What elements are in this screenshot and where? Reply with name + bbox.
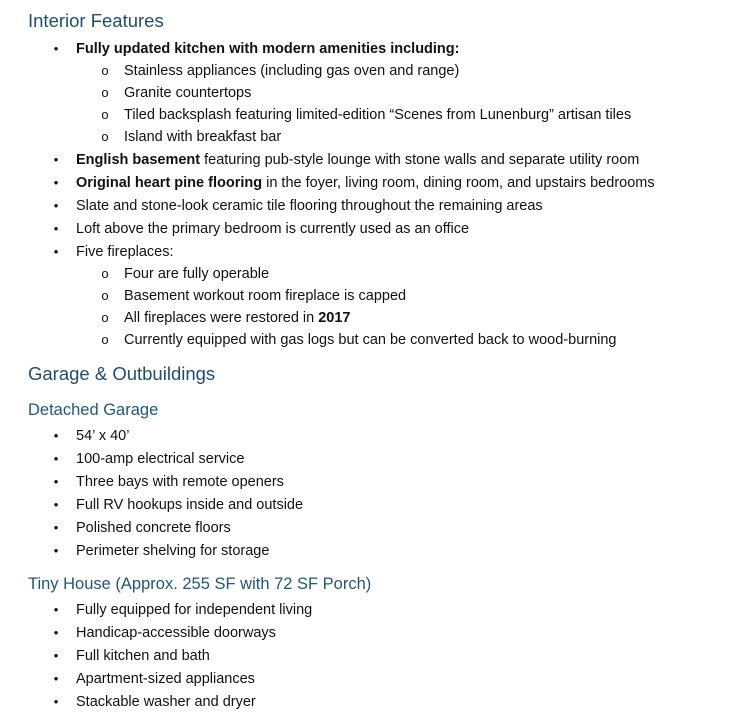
bullet-icon: • xyxy=(53,152,59,167)
bullet-icon: • xyxy=(53,244,59,259)
detached-garage-heading: Detached Garage xyxy=(28,401,159,419)
sub-list-item-text: Granite countertops xyxy=(124,85,252,101)
sub-list-item xyxy=(0,308,753,328)
list-item xyxy=(0,495,753,515)
list-item xyxy=(0,449,753,469)
bullet-icon: • xyxy=(53,428,59,443)
list-item-bold: Fully updated kitchen with modern amenities including: xyxy=(76,41,460,57)
list-item-text: Full RV hookups inside and outside xyxy=(76,497,304,513)
sub-list-item xyxy=(0,83,753,103)
list-item xyxy=(0,173,753,193)
sub-list-item xyxy=(0,286,753,306)
list-item xyxy=(0,219,753,239)
sub-bullet-icon: o xyxy=(101,63,109,78)
bullet-icon: • xyxy=(53,221,59,236)
sub-bullet-icon: o xyxy=(101,332,109,347)
list-item-text: Five fireplaces: xyxy=(76,244,174,260)
list-item-text: Slate and stone-look ceramic tile flooring throughout the remaining areas xyxy=(76,198,543,214)
sub-bullet-icon: o xyxy=(101,107,109,122)
sub-bullet-icon: o xyxy=(101,129,109,144)
list-item xyxy=(0,150,753,170)
sub-list-item xyxy=(0,330,753,350)
list-item-text: Handicap-accessible doorways xyxy=(76,625,276,641)
list-item xyxy=(0,669,753,689)
bullet-icon: • xyxy=(53,451,59,466)
bullet-icon: • xyxy=(53,648,59,663)
list-item xyxy=(0,242,753,262)
list-item xyxy=(0,426,753,446)
list-item-rest: in the foyer, living room, dining room, and upstairs bedrooms xyxy=(262,175,655,191)
sub-list-item xyxy=(0,61,753,81)
sub-bullet-icon: o xyxy=(101,288,109,303)
list-item-text: Perimeter shelving for storage xyxy=(76,543,270,559)
bullet-icon: • xyxy=(53,474,59,489)
list-item-text: Loft above the primary bedroom is currently used as an office xyxy=(76,221,470,237)
list-item-text: Stackable washer and dryer xyxy=(76,694,256,710)
list-item xyxy=(0,39,753,59)
list-item-text: 54’ x 40’ xyxy=(76,428,130,444)
sub-list-item-text: Island with breakfast bar xyxy=(124,129,282,145)
list-item-text xyxy=(76,173,655,193)
bullet-icon: • xyxy=(53,625,59,640)
sub-list-item-text: Stainless appliances (including gas oven and range) xyxy=(124,63,460,79)
list-item-text xyxy=(76,39,459,59)
sub-list-item-text: Basement workout room fireplace is capped xyxy=(124,288,407,304)
bullet-icon: • xyxy=(53,543,59,558)
sub-list-item xyxy=(0,127,753,147)
list-item-text xyxy=(76,150,639,170)
list-item xyxy=(0,623,753,643)
list-item-text: Full kitchen and bath xyxy=(76,648,210,664)
bullet-icon: • xyxy=(53,694,59,709)
list-item-text: Polished concrete floors xyxy=(76,520,231,536)
list-item xyxy=(0,600,753,620)
list-item xyxy=(0,541,753,561)
list-item xyxy=(0,646,753,666)
sub-bullet-icon: o xyxy=(101,85,109,100)
garage-outbuildings-heading: Garage & Outbuildings xyxy=(28,363,216,384)
bullet-icon: • xyxy=(53,497,59,512)
sub-list-item-text: Currently equipped with gas logs but can be converted back to wood-burning xyxy=(124,332,617,348)
bullet-icon: • xyxy=(53,671,59,686)
sub-list-item-rest: All fireplaces were restored in xyxy=(124,310,319,326)
list-item-rest: featuring pub-style lounge with stone walls and separate utility room xyxy=(200,152,640,168)
bullet-icon: • xyxy=(53,41,59,56)
bullet-icon: • xyxy=(53,175,59,190)
list-item-text: Fully equipped for independent living xyxy=(76,602,313,618)
bullet-icon: • xyxy=(53,602,59,617)
list-item-bold: Original heart pine flooring xyxy=(76,175,263,191)
sub-bullet-icon: o xyxy=(101,266,109,281)
list-item-bold: English basement xyxy=(76,152,201,168)
sub-bullet-icon: o xyxy=(101,310,109,325)
list-item xyxy=(0,692,753,712)
list-item xyxy=(0,472,753,492)
tiny-house-heading: Tiny House (Approx. 255 SF with 72 SF Porch) xyxy=(28,575,372,593)
sub-list-item-bold: 2017 xyxy=(318,310,351,326)
bullet-icon: • xyxy=(53,198,59,213)
sub-list-item-text: Tiled backsplash featuring limited-edition “Scenes from Lunenburg” artisan tiles xyxy=(124,107,632,123)
list-item-text: Three bays with remote openers xyxy=(76,474,284,490)
list-item-text: 100-amp electrical service xyxy=(76,451,245,467)
list-item-text: Apartment-sized appliances xyxy=(76,671,255,687)
list-item xyxy=(0,196,753,216)
sub-list-item xyxy=(0,105,753,125)
sub-list-item-text xyxy=(124,308,351,328)
list-item xyxy=(0,518,753,538)
sub-list-item xyxy=(0,264,753,284)
interior-features-heading: Interior Features xyxy=(28,10,164,31)
bullet-icon: • xyxy=(53,520,59,535)
sub-list-item-text: Four are fully operable xyxy=(124,266,270,282)
